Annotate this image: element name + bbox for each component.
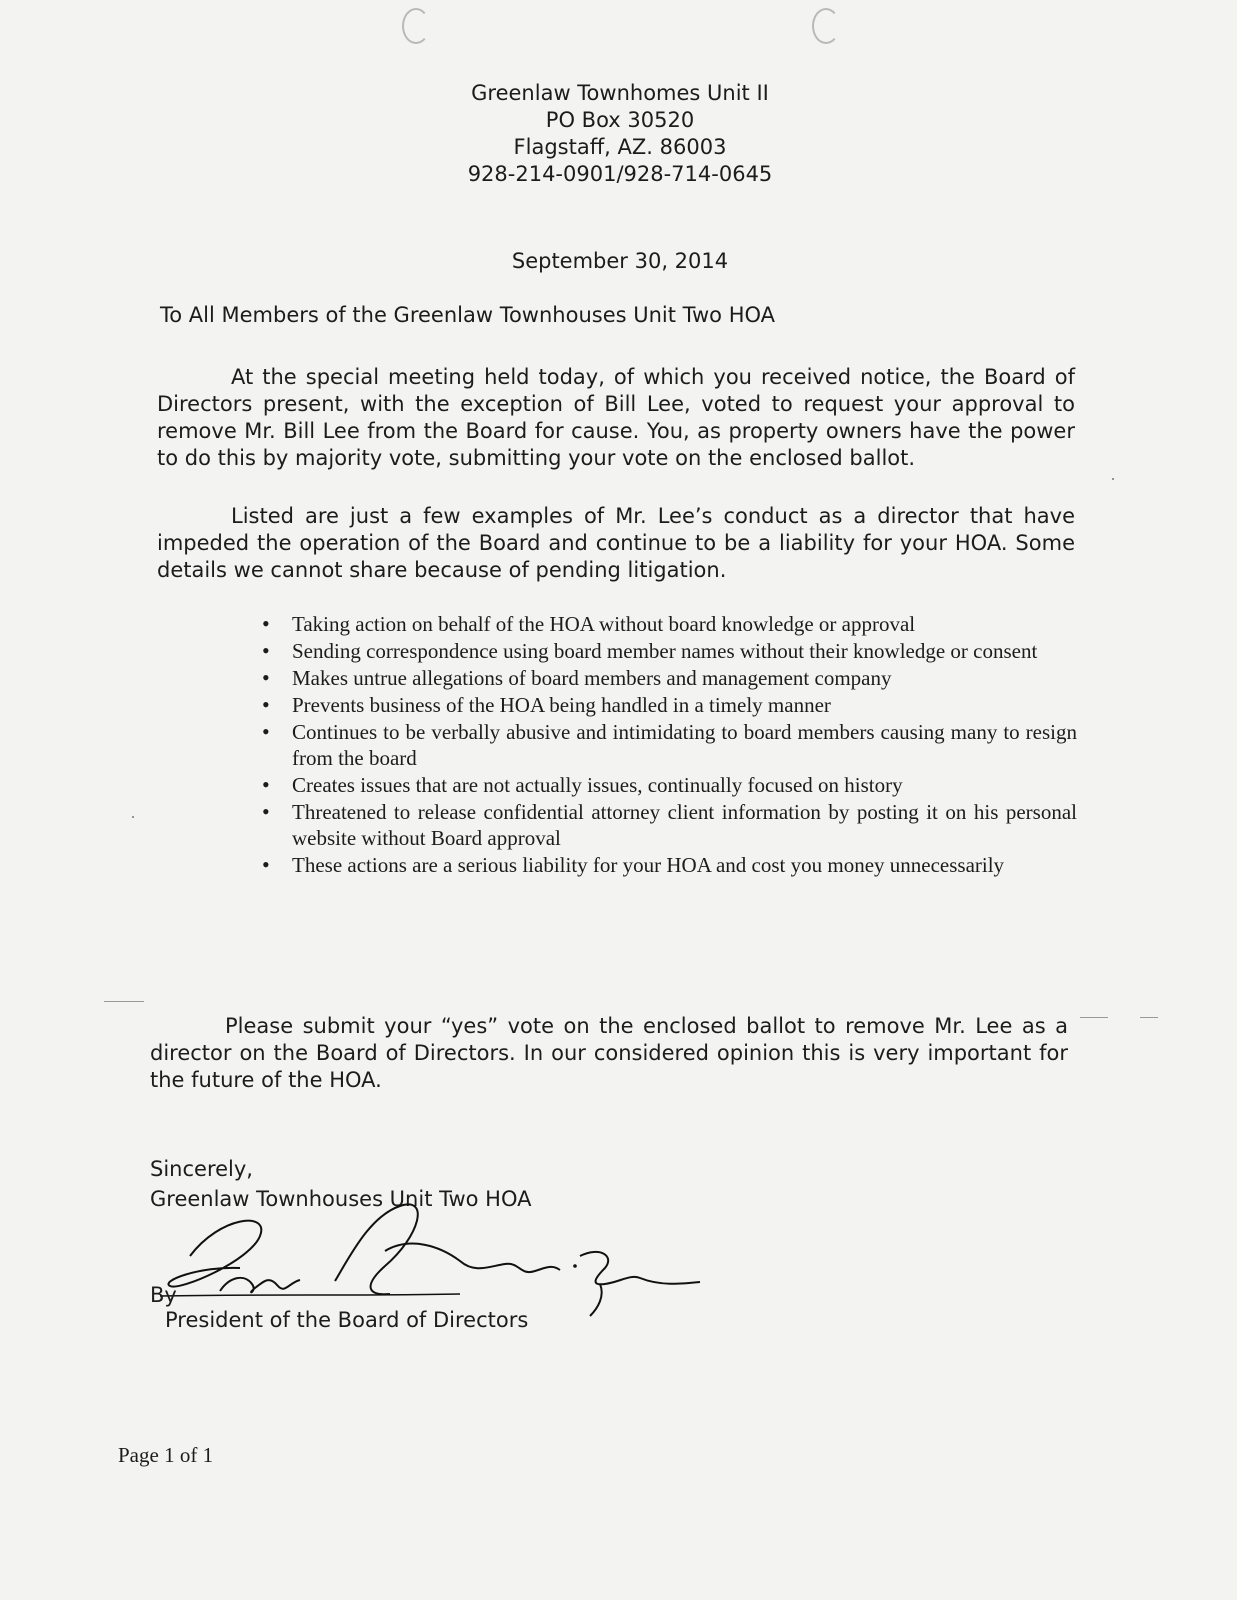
punch-hole-left <box>402 8 430 44</box>
closing-org: Greenlaw Townhouses Unit Two HOA <box>150 1187 532 1211</box>
scan-mark <box>104 1001 144 1002</box>
scan-speck <box>1112 478 1114 480</box>
list-item: • Taking action on behalf of the HOA without board knowledge or approval <box>262 611 1077 637</box>
paragraph-2: Listed are just a few examples of Mr. Lee’s conduct as a director that have impeded the operation of the Board and continue to be a liability for your HOA. Some details we cannot share because of pending litigation. <box>157 504 1075 582</box>
scan-speck <box>132 816 134 818</box>
signature-by-label: By <box>150 1283 177 1307</box>
list-item: • Threatened to release confidential attorney client information by posting it on his personal website without Board approval <box>262 799 1077 851</box>
scan-mark <box>1080 1017 1108 1018</box>
letterhead-city: Flagstaff, AZ. 86003 <box>513 135 727 159</box>
letterhead-po-box: PO Box 30520 <box>545 108 695 132</box>
letter-date: September 30, 2014 <box>511 249 729 273</box>
conduct-list <box>262 611 1077 879</box>
letterhead-phones: 928-214-0901/928-714-0645 <box>467 162 773 186</box>
letterhead-name: Greenlaw Townhomes Unit II <box>471 81 769 105</box>
closing-sincerely: Sincerely, <box>150 1157 253 1181</box>
list-item: • Creates issues that are not actually issues, continually focused on history <box>262 772 1077 798</box>
page-number: Page 1 of 1 <box>118 1443 214 1467</box>
paragraph-3: Please submit your “yes” vote on the enclosed ballot to remove Mr. Lee as a director on the Board of Directors. In our considered opinion this is very important for the future of the HOA. <box>150 1014 1068 1092</box>
list-item: • Makes untrue allegations of board members and management company <box>262 665 1077 691</box>
list-item: • These actions are a serious liability for your HOA and cost you money unnecessarily <box>262 852 1077 878</box>
salutation: To All Members of the Greenlaw Townhouses Unit Two HOA <box>160 303 776 327</box>
scan-mark <box>1140 1017 1158 1018</box>
letterhead <box>380 80 860 188</box>
list-item: • Sending correspondence using board member names without their knowledge or consent <box>262 638 1077 664</box>
signatory-title: President of the Board of Directors <box>165 1308 529 1332</box>
punch-hole-right <box>812 8 840 44</box>
list-item: • Continues to be verbally abusive and intimidating to board members causing many to resign from the board <box>262 719 1077 771</box>
paragraph-1: At the special meeting held today, of which you received notice, the Board of Directors present, with the exception of Bill Lee, voted to request your approval to remove Mr. Bill Lee from the Board for cause. You, as property owners have the power to do this by majority vote, submitting your vote on the enclosed ballot. <box>157 365 1075 470</box>
list-item: • Prevents business of the HOA being handled in a timely manner <box>262 692 1077 718</box>
